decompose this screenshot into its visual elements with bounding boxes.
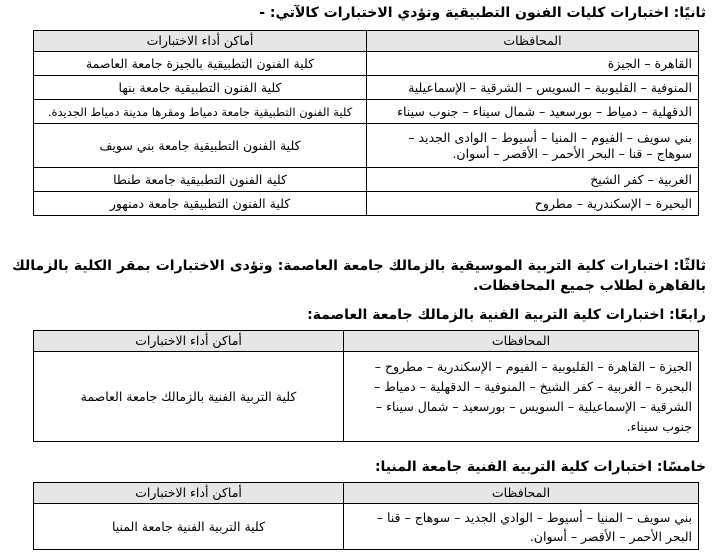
header-governorates: المحافظات	[344, 483, 699, 504]
section4-table	[33, 330, 699, 442]
header-places: أماكن أداء الاختبارات	[34, 483, 344, 504]
row-governorates: بني سويف – الفيوم – المنيا – أسيوط – الوادى الجديد – سوهاج – قنا – البحر الأحمر – الأقصر – أسوان.	[367, 124, 699, 168]
row-governorates: البحيرة – الإسكندرية – مطروح	[367, 192, 699, 216]
row-place: كلية الفنون التطبيقية جامعة طنطا	[34, 168, 367, 192]
header-places: أماكن أداء الاختبارات	[34, 31, 367, 52]
row-place: كلية التربية الفنية جامعة المنيا	[34, 504, 344, 550]
row-place: كلية التربية الفنية بالزمالك جامعة العاصمة	[34, 352, 344, 442]
row-place: كلية الفنون التطبيقية جامعة بنها	[34, 76, 367, 100]
section5-title: خامسًا: اختبارات كلية التربية الفنية جامعة المنيا:	[374, 459, 706, 475]
table-header-row	[34, 31, 699, 52]
table-row	[34, 52, 699, 76]
row-governorates: الجيزة – القاهرة – القليوبية – الفيوم – الإسكندرية – مطروح – البحيرة – الغربية – كفر الشيخ – المنوفية – الدقهلية – دمياط – الشرقية – الإسماعيلية – السويس – بورسعيد – شمال سيناء – جنوب سيناء.	[344, 352, 699, 442]
section5-table	[33, 482, 699, 550]
row-place: كلية الفنون التطبيقية جامعة دمياط ومقرها مدينة دمياط الجديدة.	[34, 100, 367, 124]
section2-title: ثانيًا: اختبارات كليات الفنون التطبيقية وتؤدي الاختبارات كالآتي: -	[259, 5, 706, 21]
table-row	[34, 124, 699, 168]
row-governorates: المنوفية – القليوبية – السويس – الشرقية – الإسماعيلية	[367, 76, 699, 100]
table-row	[34, 504, 699, 550]
row-place: كلية الفنون التطبيقية جامعة بني سويف	[34, 124, 367, 168]
row-governorates: الدقهلية – دمياط – بورسعيد – شمال سيناء – جنوب سيناء	[367, 100, 699, 124]
table-header-row	[34, 331, 699, 352]
row-governorates: القاهرة – الجيزة	[367, 52, 699, 76]
header-governorates: المحافظات	[344, 331, 699, 352]
table-row	[34, 100, 699, 124]
section4-title: رابعًا: اختبارات كلية التربية الفنية بالزمالك جامعة العاصمة:	[307, 307, 706, 323]
row-place: كلية الفنون التطبيقية جامعة دمنهور	[34, 192, 367, 216]
table-row	[34, 192, 699, 216]
header-governorates: المحافظات	[367, 31, 699, 52]
section3-paragraph: ثالثًا: اختبارات كلية التربية الموسيقية بالزمالك جامعة العاصمة: وتؤدى الاختبارات بمقر الكلية بالزمالك بالقاهرة لطلاب جميع المحافظات.	[12, 258, 706, 294]
table-row	[34, 352, 699, 442]
table-row	[34, 76, 699, 100]
row-place: كلية الفنون التطبيقية بالجيزة جامعة العاصمة	[34, 52, 367, 76]
table-row	[34, 168, 699, 192]
header-places: أماكن أداء الاختبارات	[34, 331, 344, 352]
row-governorates: الغربية – كفر الشيخ	[367, 168, 699, 192]
row-governorates: بني سويف – المنيا – أسيوط – الوادي الجديد – سوهاج – قنا – البحر الأحمر – الأقصر – أسوان.	[344, 504, 699, 550]
table-header-row	[34, 483, 699, 504]
section2-table	[33, 30, 699, 216]
